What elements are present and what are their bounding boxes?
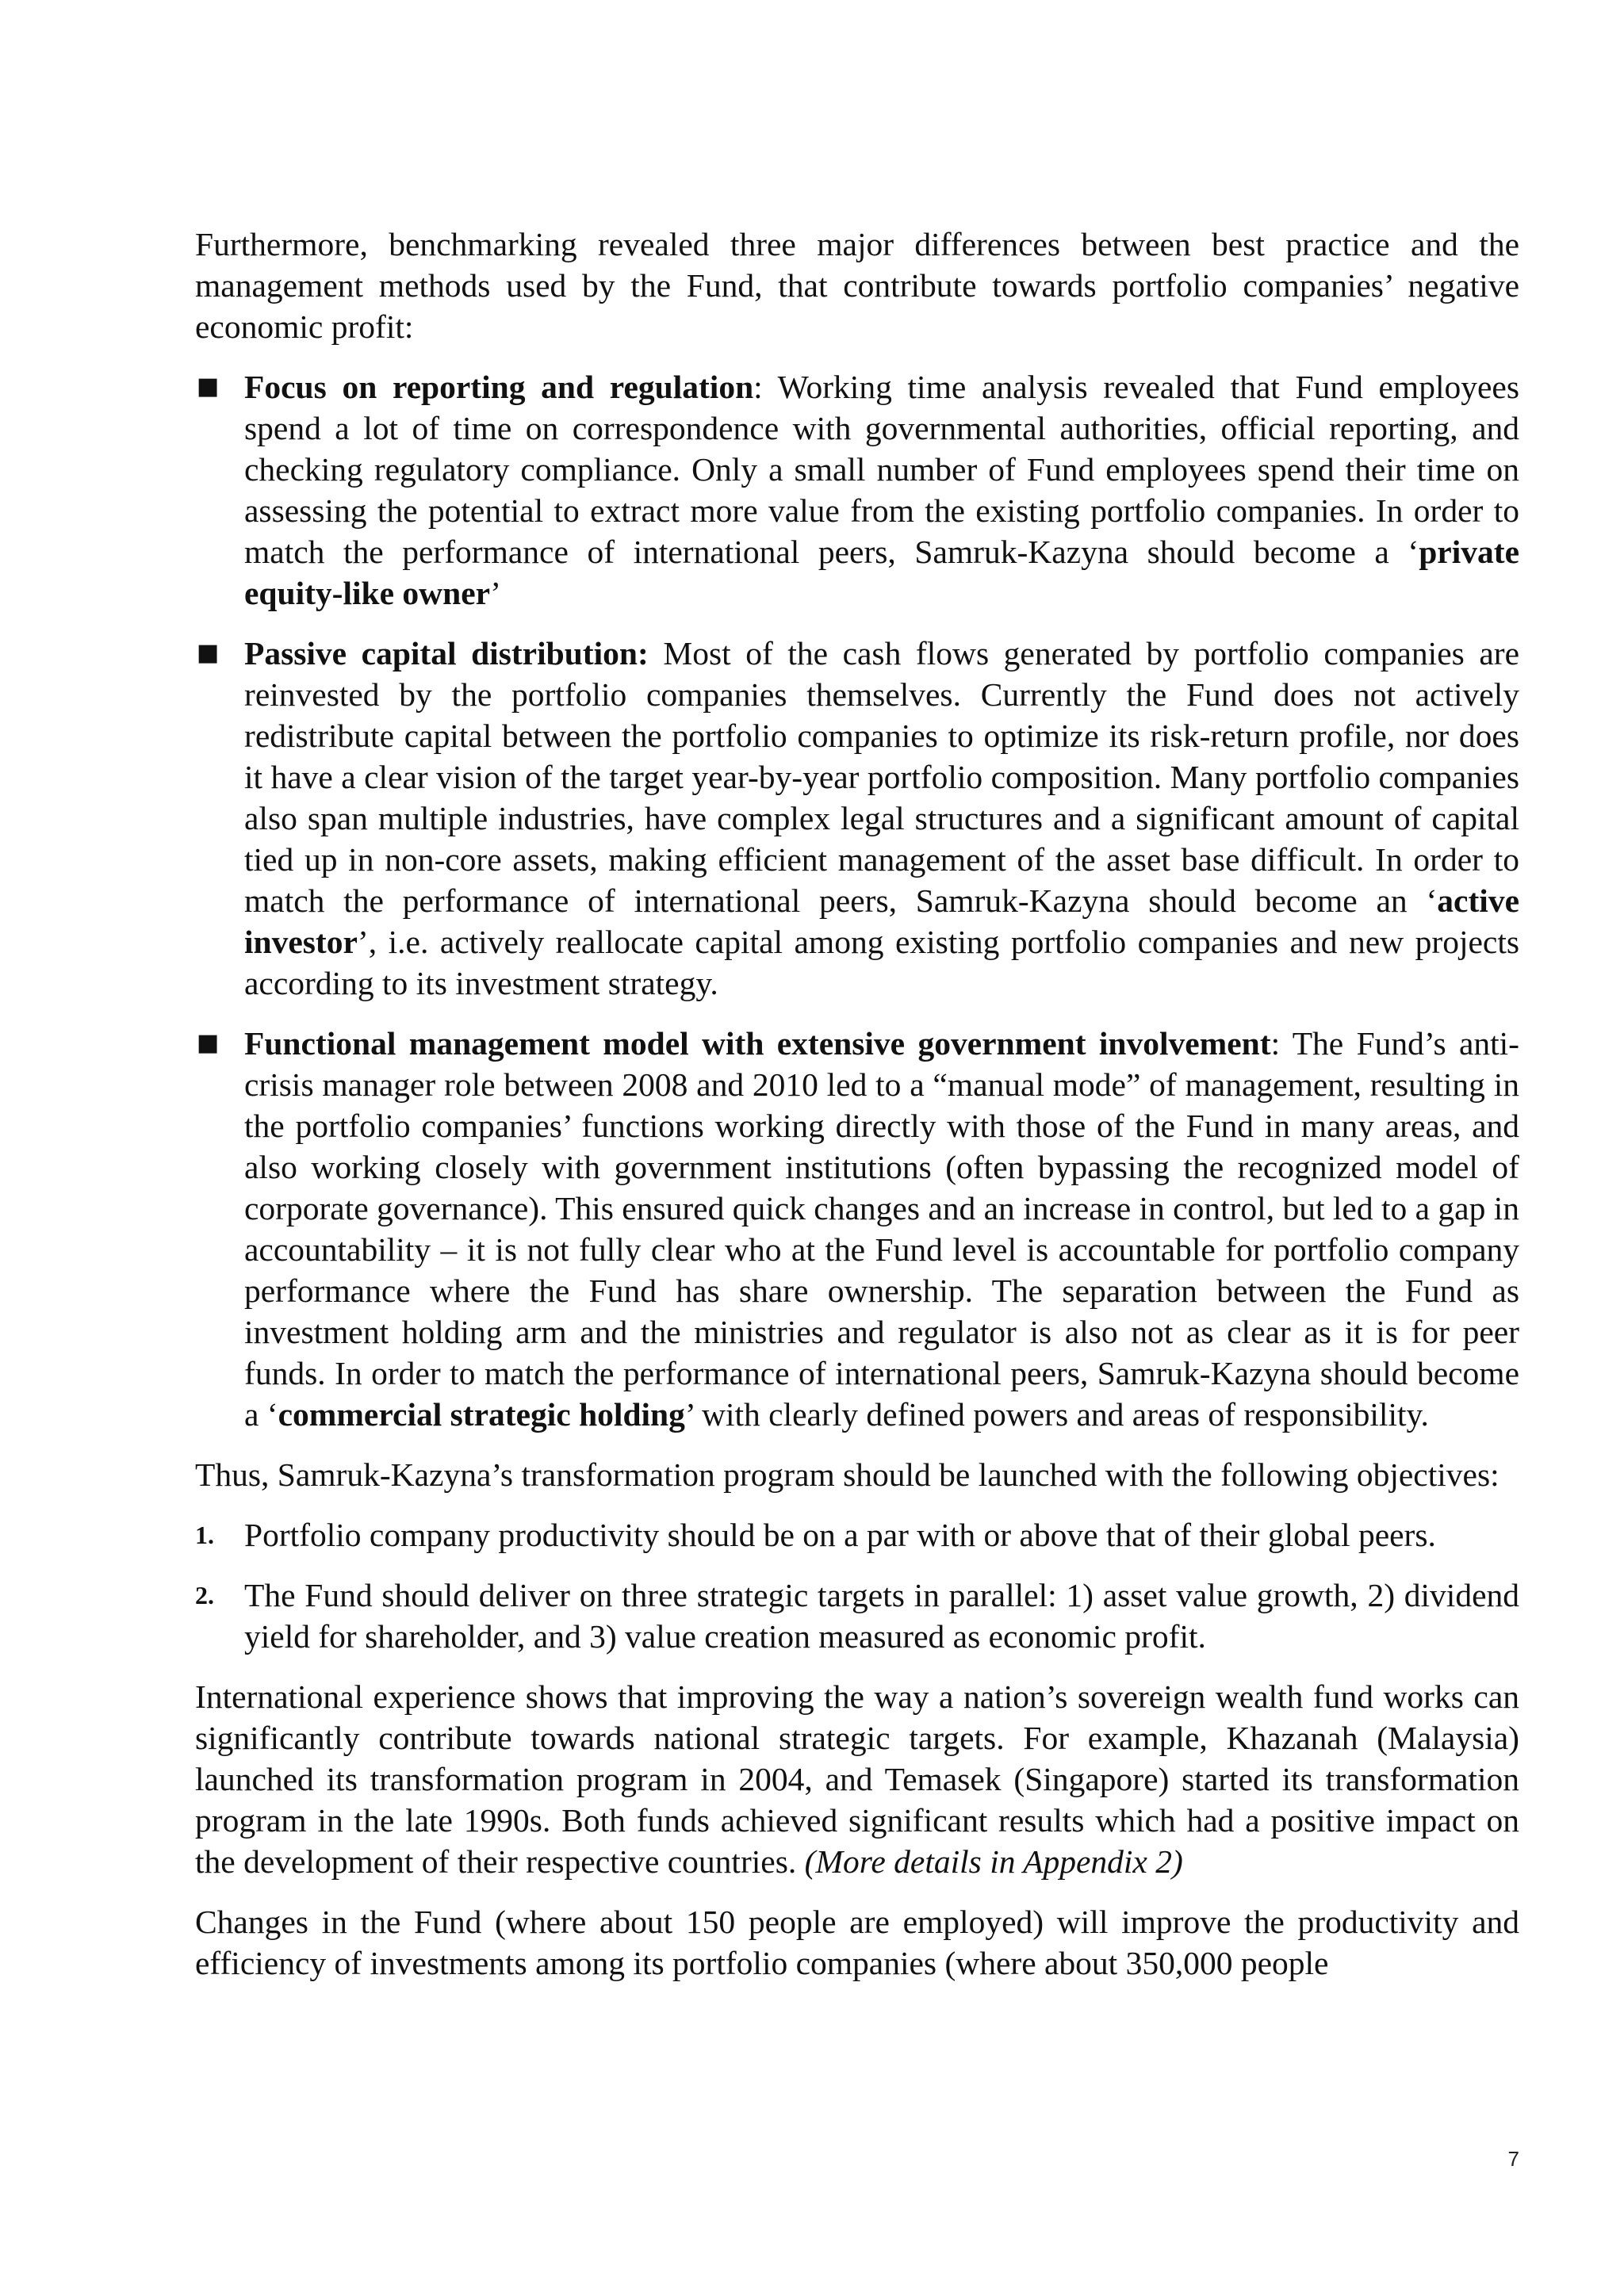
square-bullet-icon: ■ [197, 639, 220, 667]
appendix-note: (More details in Appendix 2) [804, 1843, 1183, 1880]
differences-list [195, 366, 1519, 1435]
bullet-heading: Passive capital distribution: [244, 635, 649, 672]
bullet-text: Working time analysis revealed that Fund employees spend a lot of time on correspondence with governmental authorities, official reporting, and checking regulatory compliance. Only a small number of Fund employees spend their time on assessing the potential to extract more value from the existing portfolio companies. In order to match the performance of international peers, Samruk-Kazyna should become a ‘ [244, 369, 1519, 570]
bullet-tail: ’, i.e. actively reallocate capital among existing portfolio companies and new projects according to its investment strategy. [244, 924, 1519, 1001]
page-number: 7 [1507, 2147, 1519, 2171]
thus-paragraph: Thus, Samruk-Kazyna’s transformation program should be launched with the following objectives: [195, 1456, 1500, 1493]
bullet-highlight: commercial strategic holding [278, 1396, 685, 1433]
objectives-list [195, 1514, 1519, 1657]
objective-text: Portfolio company productivity should be on a par with or above that of their global peers. [244, 1517, 1436, 1553]
document-page [195, 224, 1519, 2003]
bullet-highlight: active investor [244, 882, 1519, 960]
objective-number: 1. [195, 1521, 214, 1549]
bullet-heading: Functional management model with extensive government involvement [244, 1025, 1271, 1062]
bullet-heading-suffix: : [753, 369, 763, 405]
list-item [195, 1023, 1519, 1435]
bullet-highlight: private equity-like owner [244, 534, 1519, 611]
bullet-text: Most of the cash flows generated by portfolio companies are reinvested by the portfolio companies themselves. Currently the Fund does not actively redistribute capital between the portfolio companies to optimize its risk-return profile, nor does it have a clear vision of the target year-by-year portfolio composition. Many portfolio companies also span multiple industries, have complex legal structures and a significant amount of capital tied up in non-core assets, making efficient management of the asset base difficult. In order to match the performance of international peers, Samruk-Kazyna should become an ‘ [244, 635, 1519, 919]
bullet-heading-suffix: : [1270, 1025, 1281, 1062]
objective-text: The Fund should deliver on three strategic targets in parallel: 1) asset value growth, 2) dividend yield for shareholder, and 3) value creation measured as economic profit. [244, 1577, 1519, 1655]
list-item [195, 366, 1519, 614]
bullet-text: The Fund’s anti-crisis manager role between 2008 and 2010 led to a “manual mode” of management, resulting in the portfolio companies’ functions working directly with those of the Fund in many areas, and also working closely with government institutions (often bypassing the recognized model of corporate governance). This ensured quick changes and an increase in control, but led to a gap in accountability – it is not fully clear who at the Fund level is accountable for portfolio company performance where the Fund has share ownership. The separation between the Fund as investment holding arm and the ministries and regulator is also not as clear as it is for peer funds. In order to match the performance of international peers, Samruk-Kazyna should become a ‘ [244, 1025, 1519, 1433]
list-item [195, 1514, 1519, 1556]
bullet-heading: Focus on reporting and regulation [244, 369, 754, 405]
bullet-tail: ’ [490, 575, 501, 611]
international-paragraph [195, 1676, 1519, 1882]
international-text: International experience shows that improving the way a nation’s sovereign wealth fund works can significantly contribute towards national strategic targets. For example, Khazanah (Malaysia) launched its transformation program in 2004, and Temasek (Singapore) started its transformation program in the late 1990s. Both funds achieved significant results which had a positive impact on the development of their respective countries. [195, 1678, 1519, 1880]
intro-paragraph: Furthermore, benchmarking revealed three major differences between best practice and the management methods used by the Fund, that contribute towards portfolio companies’ negative economic profit: [195, 226, 1519, 345]
changes-paragraph: Changes in the Fund (where about 150 people are employed) will improve the productivity and efficiency of investments among its portfolio companies (where about 350,000 people [195, 1904, 1519, 1981]
list-item [195, 633, 1519, 1004]
list-item [195, 1575, 1519, 1657]
bullet-tail: ’ with clearly defined powers and areas of responsibility. [684, 1396, 1429, 1433]
objective-number: 2. [195, 1581, 214, 1609]
square-bullet-icon: ■ [197, 373, 220, 400]
square-bullet-icon: ■ [197, 1029, 220, 1057]
